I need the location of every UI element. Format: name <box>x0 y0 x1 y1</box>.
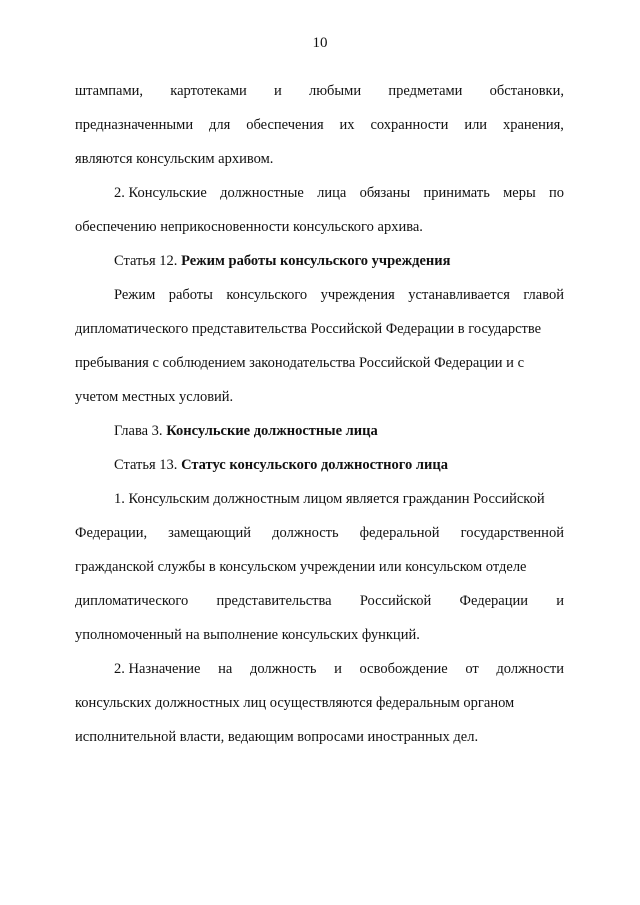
article-13-heading <box>75 448 564 482</box>
paragraph-archive-continuation <box>75 74 564 176</box>
heading-prefix: Статья 12. <box>114 253 182 269</box>
text-line: учетом местных условий. <box>75 389 234 405</box>
text-line: штампами, картотеками и любыми предметами обстановки, <box>75 83 564 99</box>
chapter-3-heading <box>75 414 564 448</box>
text-line: 1. Консульским должностным лицом является гражданин Российской <box>114 491 545 507</box>
heading-title: Статус консульского должностного лица <box>181 457 448 473</box>
heading-title: Консульские должностные лица <box>166 423 378 439</box>
text-line: Режим работы консульского учреждения устанавливается главой <box>114 287 564 303</box>
heading-prefix: Статья 13. <box>114 457 182 473</box>
paragraph-status-definition <box>75 482 564 652</box>
paragraph-consular-officers-duty <box>75 176 564 244</box>
article-12-heading <box>75 244 564 278</box>
text-line: предназначенными для обеспечения их сохранности или хранения, <box>75 117 564 133</box>
text-line: Федерации, замещающий должность федеральной государственной <box>75 525 564 541</box>
text-line: дипломатического представительства Российской Федерации и <box>75 593 564 609</box>
text-line: пребывания с соблюдением законодательства Российской Федерации и с <box>75 355 525 371</box>
document-body <box>75 74 564 754</box>
text-line: гражданской службы в консульском учреждении или консульском отделе <box>75 559 527 575</box>
text-line: уполномоченный на выполнение консульских функций. <box>75 627 420 643</box>
paragraph-working-regime <box>75 278 564 414</box>
heading-prefix: Глава 3. <box>114 423 167 439</box>
heading-title: Режим работы консульского учреждения <box>181 253 451 269</box>
page-number: 10 <box>312 35 328 51</box>
text-line: 2. Консульские должностные лица обязаны принимать меры по <box>114 185 564 201</box>
text-line: консульских должностных лиц осуществляются федеральным органом <box>75 695 515 711</box>
text-line: исполнительной власти, ведающим вопросами иностранных дел. <box>75 729 479 745</box>
text-line: являются консульским архивом. <box>75 151 274 167</box>
text-line: 2. Назначение на должность и освобождение от должности <box>114 661 564 677</box>
paragraph-appointment <box>75 652 564 754</box>
text-line: обеспечению неприкосновенности консульского архива. <box>75 219 423 235</box>
text-line: дипломатического представительства Российской Федерации в государстве <box>75 321 542 337</box>
